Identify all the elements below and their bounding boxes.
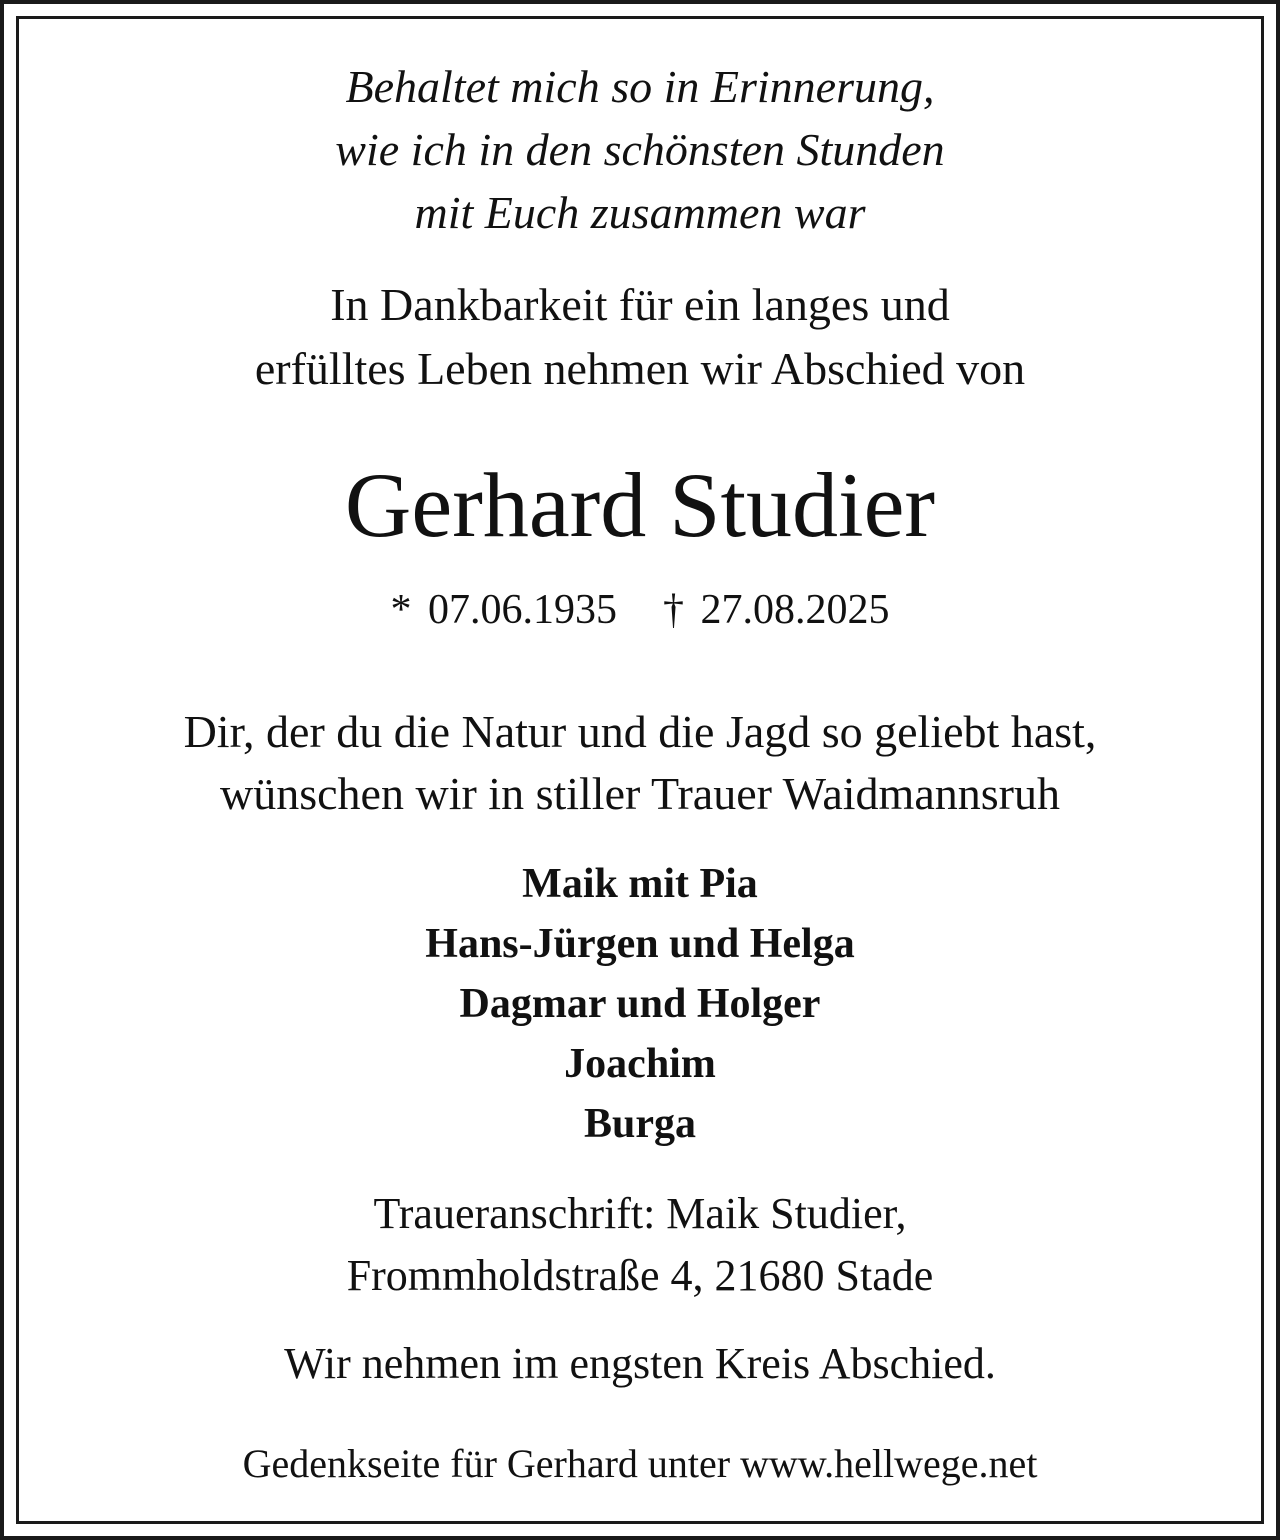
birth-date: * 07.06.1935: [390, 587, 617, 633]
wish-line-2: wünschen wir in stiller Trauer Waidmannsruh: [220, 768, 1060, 819]
verse-line-2: wie ich in den schönsten Stunden: [335, 124, 945, 175]
address-line-2: Frommholdstraße 4, 21680 Stade: [346, 1251, 934, 1300]
intro-line-1: In Dankbarkeit für ein langes und: [330, 279, 950, 330]
mourner-1: Maik mit Pia: [522, 861, 758, 907]
mourner-3: Dagmar und Holger: [459, 981, 821, 1027]
deceased-name: Gerhard Studier: [344, 454, 936, 556]
life-dates: [0, 586, 1280, 634]
mourner-5: Burga: [583, 1101, 696, 1147]
intro-line-2: erfülltes Leben nehmen wir Abschied von: [254, 343, 1026, 394]
wish-line-1: Dir, der du die Natur und die Jagd so geliebt hast,: [183, 706, 1097, 757]
farewell-note: Wir nehmen im engsten Kreis Abschied.: [284, 1339, 996, 1388]
memorial-page-footer: Gedenkseite für Gerhard unter www.hellwege.net: [242, 1441, 1038, 1486]
verse-line-1: Behaltet mich so in Erinnerung,: [345, 61, 935, 112]
death-date: † 27.08.2025: [663, 587, 890, 633]
verse-line-3: mit Euch zusammen war: [414, 187, 866, 238]
mourner-2: Hans-Jürgen und Helga: [425, 921, 855, 967]
mourner-4: Joachim: [564, 1041, 716, 1087]
address-line-1: Traueranschrift: Maik Studier,: [373, 1189, 907, 1238]
